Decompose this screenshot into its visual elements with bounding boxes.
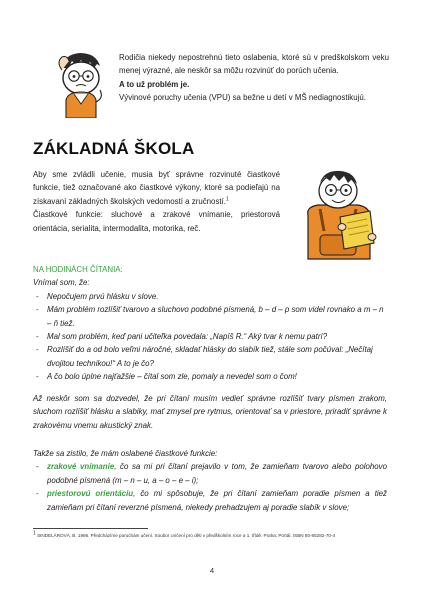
worried-child-illustration bbox=[50, 48, 112, 118]
function-description: , čo sa mi pri čítaní prejavilo v tom, že zamieňam tvarovo alebo polohovo podobné písmená (m – n – u, a – o – e – i); bbox=[47, 462, 388, 485]
page-number: 4 bbox=[209, 566, 215, 575]
learning-paragraph-block bbox=[33, 168, 280, 235]
later-learned-block bbox=[33, 392, 387, 432]
reading-lessons-block bbox=[33, 263, 387, 384]
reading-lessons-subheading: NA HODINÁCH ČÍTANIA: bbox=[33, 265, 123, 274]
intro-text-block bbox=[119, 51, 389, 105]
footnote-reference: 1 bbox=[225, 196, 229, 203]
function-description: , čo mi spôsobuje, že pri čítaní zamieňam poradie písmen a tiež zamieňam pri čítaní reverzné písmená, niekedy prehadzujem aj poradie slabík v slove; bbox=[47, 489, 387, 512]
list-item-text: A čo bolo úplne najťažšie – čítal som zle, pomaly a nevedel som o čom! bbox=[47, 372, 297, 382]
function-term: priestorovú orientáciu bbox=[47, 489, 134, 499]
list-bullet-dash: - bbox=[36, 332, 39, 342]
weakened-functions-list bbox=[33, 460, 387, 514]
partial-functions-paragraph: Čiastkové funkcie: sluchové a zrakové vnímanie, priestorová orientácia, serialita, intermodalita, motorika, reč. bbox=[33, 210, 280, 233]
list-item bbox=[33, 290, 387, 303]
footnote-number: 1 bbox=[33, 530, 36, 537]
list-item bbox=[33, 370, 387, 383]
list-bullet-dash: - bbox=[36, 305, 39, 315]
list-item bbox=[33, 330, 387, 343]
intro-paragraph: Rodičia niekedy nepostrehnú tieto oslabenia, ktoré sú v predškolskom veku menej výrazné, ale neskôr sa môžu rozvinúť do porúch učenia. bbox=[119, 53, 389, 76]
list-item bbox=[33, 487, 387, 514]
intro-vpu-line: Vývinové poruchy učenia (VPU) sa bežne u detí v MŠ nediagnostikujú. bbox=[119, 93, 366, 103]
list-item bbox=[33, 460, 387, 487]
list-item-text: Nepočujem prvú hlásku v slove. bbox=[47, 291, 159, 301]
list-bullet-dash: - bbox=[36, 462, 39, 472]
list-bullet-dash: - bbox=[36, 372, 39, 382]
intro-bold-line: A to už problém je. bbox=[119, 79, 190, 89]
list-item bbox=[33, 303, 387, 330]
learning-paragraph bbox=[33, 168, 280, 208]
footnote-divider bbox=[33, 528, 148, 529]
list-item bbox=[33, 343, 387, 370]
list-bullet-dash: - bbox=[36, 345, 39, 355]
list-bullet-dash: - bbox=[36, 489, 39, 499]
perceived-intro: Vnímal som, že: bbox=[33, 278, 90, 288]
weakened-functions-intro: Takže sa zistilo, že mám oslabené čiastkové funkcie: bbox=[33, 449, 218, 458]
list-bullet-dash: - bbox=[36, 291, 39, 301]
list-item-text: Mám problém rozlíšiť tvarovo a sluchovo podobné písmená, b – d – p som videl rovnako a m – n – ň tiež. bbox=[47, 305, 384, 328]
list-item-text: Mal som problém, keď pani učiteľka povedala: „Napíš R.“ Aký tvar k nemu patrí? bbox=[47, 332, 328, 342]
footnote bbox=[33, 532, 387, 540]
function-term: zrakové vnímanie bbox=[47, 462, 115, 472]
learning-paragraph-text: Aby sme zvládli učenie, musia byť správne rozvinuté čiastkové funkcie, tiež označované ako čiastkové výkony, ktoré sa podieľajú na získavaní základných školských vedomostí a zručností. bbox=[33, 170, 280, 206]
weakened-functions-block bbox=[33, 447, 387, 514]
schoolchild-with-book-illustration bbox=[290, 165, 388, 263]
footnote-text: SINDELÁROVÁ, B. 1996. Předcházíme poruchám učení. Soubor cvičení pro děti v předškolním roce a 1. třídě. Praha: Portál. ISBN 80-85282-70-4 bbox=[37, 533, 336, 538]
section-title: ZÁKLADNÁ ŠKOLA bbox=[33, 139, 195, 158]
reading-difficulties-list bbox=[33, 290, 387, 384]
list-item-text: Rozlíšiť do a od bolo veľmi náročné, skladať hlásky do slabík tiež, stále som počúval: „Nečítaj dvojitou technikou!“ A to je čo? bbox=[47, 345, 373, 368]
later-learned-paragraph: Až neskôr som sa dozvedel, že pri čítaní musím vedieť správne rozlíšiť tvary písmen zrakom, sluchom rozlíšiť hlásku a slabiky, mať zmysel pre rytmus, orientovať sa v priestore, priradiť správne k zrakovému vnemu akustický znak. bbox=[33, 394, 387, 430]
